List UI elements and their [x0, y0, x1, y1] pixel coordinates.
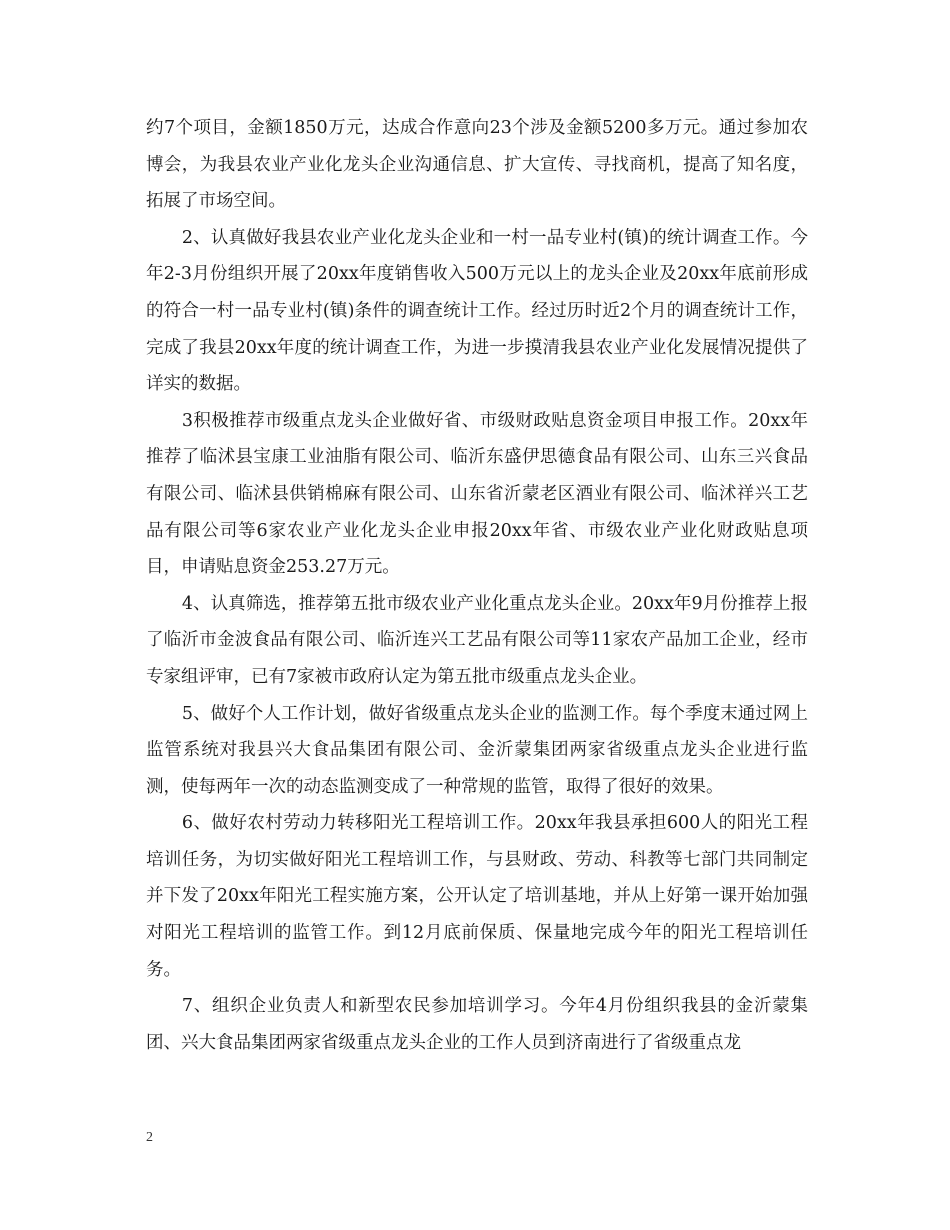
paragraph-item-2: 2、认真做好我县农业产业化龙头企业和一村一品专业村(镇)的统计调查工作。今年2-3月份组织开展了20xx年度销售收入500万元以上的龙头企业及20xx年底前形成的符合一村一品专业村(镇)条件的调查统计工作。经过历时近2个月的调查统计工作，完成了我县20xx年度的统计调查工作，为进一步摸清我县农业产业化发展情况提供了详实的数据。 — [146, 227, 808, 395]
paragraph-item-4: 4、认真筛选，推荐第五批市级农业产业化重点龙头企业。20xx年9月份推荐上报了临沂市金波食品有限公司、临沂连兴工艺品有限公司等11家农产品加工企业，经市专家组评审，已有7家被市政府认定为第五批市级重点龙头企业。 — [146, 593, 808, 687]
page-number: 2 — [146, 1130, 153, 1145]
paragraph-item-7: 7、组织企业负责人和新型农民参加培训学习。今年4月份组织我县的金沂蒙集团、兴大食品集团两家省级重点龙头企业的工作人员到济南进行了省级重点龙 — [146, 996, 808, 1053]
paragraph-item-6: 6、做好农村劳动力转移阳光工程培训工作。20xx年我县承担600人的阳光工程培训任务，为切实做好阳光工程培训工作，与县财政、劳动、科教等七部门共同制定并下发了20xx年阳光工程实施方案，公开认定了培训基地，并从上好第一课开始加强对阳光工程培训的监管工作。到12月底前保质、保量地完成今年的阳光工程培训任务。 — [146, 813, 808, 980]
document-body — [146, 110, 808, 1061]
paragraph-item-5: 5、做好个人工作计划，做好省级重点龙头企业的监测工作。每个季度末通过网上监管系统对我县兴大食品集团有限公司、金沂蒙集团两家省级重点龙头企业进行监测，使每两年一次的动态监测变成了一种常规的监管，取得了很好的效果。 — [146, 703, 808, 797]
paragraph-item-3: 3积极推荐市级重点龙头企业做好省、市级财政贴息资金项目申报工作。20xx年推荐了临沭县宝康工业油脂有限公司、临沂东盛伊思德食品有限公司、山东三兴食品有限公司、临沭县供销棉麻有限公司、山东省沂蒙老区酒业有限公司、临沭祥兴工艺品有限公司等6家农业产业化龙头企业申报20xx年省、市级农业产业化财政贴息项目，申请贴息资金253.27万元。 — [146, 410, 808, 578]
paragraph-continuation: 约7个项目，金额1850万元，达成合作意向23个涉及金额5200多万元。通过参加农博会，为我县农业产业化龙头企业沟通信息、扩大宣传、寻找商机，提高了知名度，拓展了市场空间。 — [146, 118, 808, 212]
